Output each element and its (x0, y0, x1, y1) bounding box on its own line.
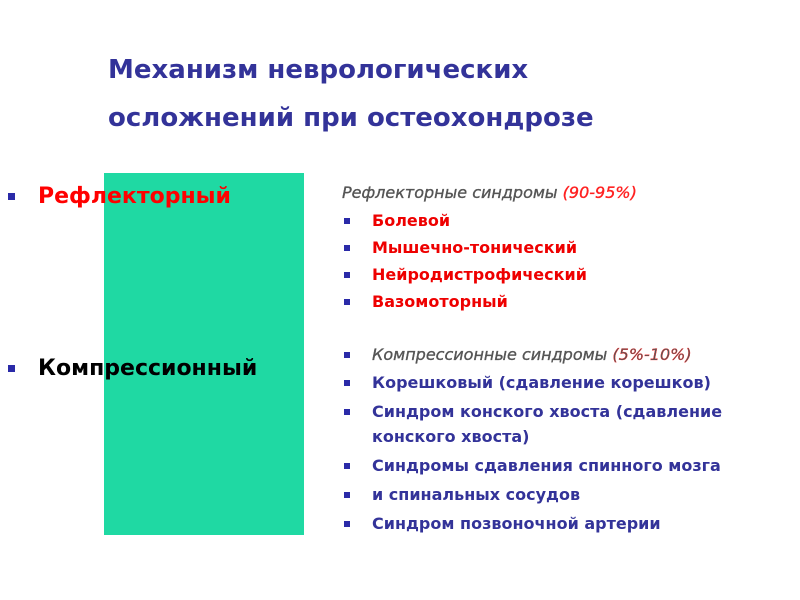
list-item: Болевой (342, 208, 782, 233)
list-item: Синдром конского хвоста (сдавление конского хвоста) (342, 399, 782, 449)
compression-items (342, 370, 782, 536)
left-item-compression-label: Компрессионный (38, 356, 258, 381)
left-item-reflex-label: Рефлекторный (38, 184, 231, 209)
syndromes-list (342, 180, 782, 540)
title-line-2: осложнений при остеохондрозе (108, 103, 594, 133)
compression-percent: (5%-10%) (612, 345, 692, 364)
square-bullet-icon (8, 365, 15, 372)
list-item: Синдром позвоночной артерии (342, 511, 782, 536)
reflex-heading (342, 180, 782, 206)
list-item: Мышечно-тонический (342, 235, 782, 260)
reflex-heading-text: Рефлекторные синдромы (342, 183, 558, 202)
list-item: Нейродистрофический (342, 262, 782, 287)
reflex-items (342, 208, 782, 314)
compression-heading (342, 342, 782, 368)
reflex-percent: (90-95%) (562, 183, 637, 202)
square-bullet-icon (8, 193, 15, 200)
title-line-1: Механизм неврологических (108, 55, 529, 85)
list-item: Вазомоторный (342, 289, 782, 314)
list-item: и спинальных сосудов (342, 482, 782, 507)
slide-title (108, 46, 768, 142)
compression-heading-text: Компрессионные синдромы (372, 345, 608, 364)
list-item: Синдромы сдавления спинного мозга (342, 453, 782, 478)
section-spacer (342, 316, 782, 342)
list-item: Корешковый (сдавление корешков) (342, 370, 782, 395)
